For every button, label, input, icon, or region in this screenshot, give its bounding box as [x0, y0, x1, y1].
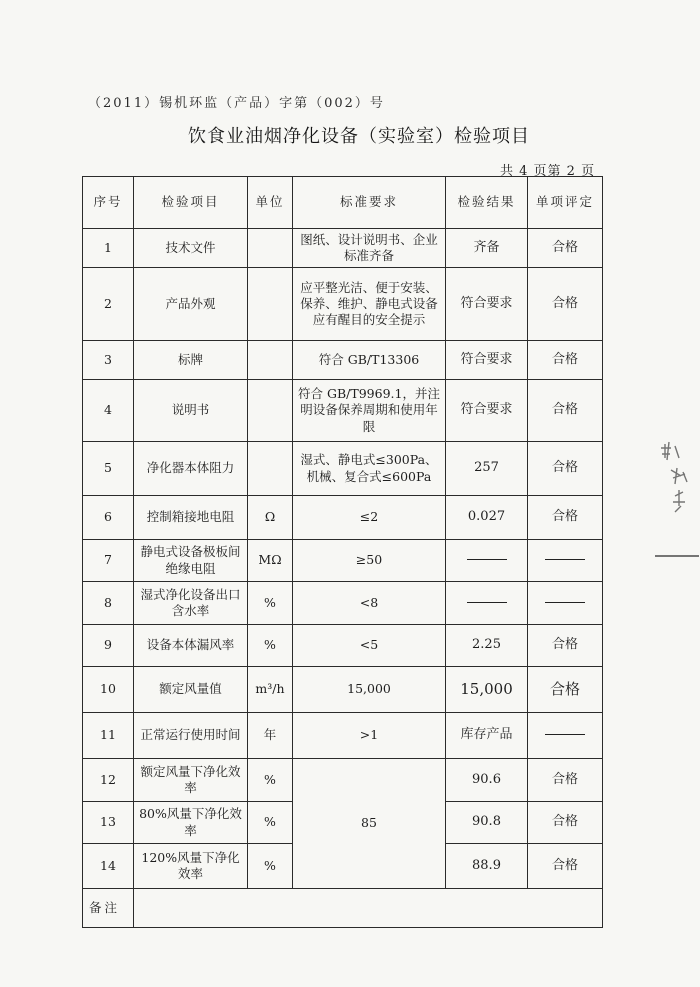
- table-row: [83, 582, 603, 625]
- requirement-cell: >1: [293, 713, 446, 759]
- document-title: 饮食业油烟净化设备（实验室）检验项目: [188, 126, 530, 147]
- requirement-cell: <5: [293, 625, 446, 667]
- inspection-item: 净化器本体阻力: [134, 442, 248, 496]
- inspection-item: 湿式净化设备出口含水率: [134, 582, 248, 625]
- unit-cell: 年: [248, 713, 293, 759]
- result-cell: 库存产品: [446, 713, 528, 759]
- inspection-item: 控制箱接地电阻: [134, 496, 248, 540]
- row-number: 12: [83, 759, 134, 802]
- result-cell: [446, 582, 528, 625]
- inspection-items-table: [82, 176, 603, 928]
- table-row: [83, 667, 603, 713]
- row-number: 11: [83, 713, 134, 759]
- requirement-cell-merged: 85: [293, 759, 446, 889]
- inspection-item: 额定风量值: [134, 667, 248, 713]
- verdict-cell: [528, 713, 603, 759]
- unit-cell: m³/h: [248, 667, 293, 713]
- remarks-row: [83, 889, 603, 928]
- verdict-cell: 合格: [528, 802, 603, 844]
- result-cell: 15,000: [446, 667, 528, 713]
- column-header-verdict: 单项评定: [528, 177, 603, 229]
- table-header-row: [83, 177, 603, 229]
- row-number: 14: [83, 844, 134, 889]
- result-cell: 90.6: [446, 759, 528, 802]
- requirement-cell: 湿式、静电式≤300Pa、机械、复合式≤600Pa: [293, 442, 446, 496]
- result-cell: 符合要求: [446, 341, 528, 380]
- empty-dash: [545, 602, 585, 603]
- empty-dash: [545, 559, 585, 560]
- table-row: [83, 759, 603, 802]
- requirement-cell: 应平整光洁、便于安装、保养、维护、静电式设备应有醒目的安全提示: [293, 268, 446, 341]
- table-row: [83, 229, 603, 268]
- unit-cell: Ω: [248, 496, 293, 540]
- unit-cell: %: [248, 625, 293, 667]
- row-number: 8: [83, 582, 134, 625]
- remarks-value: [134, 889, 603, 928]
- document-reference-number: （2011）锡机环监（产品）字第（002）号: [88, 96, 385, 111]
- table-row: [83, 713, 603, 759]
- result-cell: 2.25: [446, 625, 528, 667]
- table-row: [83, 341, 603, 380]
- verdict-cell: 合格: [528, 268, 603, 341]
- result-cell: 257: [446, 442, 528, 496]
- unit-cell: [248, 442, 293, 496]
- table-row: [83, 380, 603, 442]
- column-header-item: 检验项目: [134, 177, 248, 229]
- table-row: [83, 442, 603, 496]
- requirement-cell: 符合 GB/T9969.1，并注明设备保养周期和使用年限: [293, 380, 446, 442]
- inspection-item: 静电式设备极板间绝缘电阻: [134, 540, 248, 582]
- verdict-cell: 合格: [528, 667, 603, 713]
- inspection-item: 说明书: [134, 380, 248, 442]
- inspection-item: 设备本体漏风率: [134, 625, 248, 667]
- requirement-cell: ≥50: [293, 540, 446, 582]
- table-row: [83, 268, 603, 341]
- verdict-cell: 合格: [528, 625, 603, 667]
- verdict-cell: 合格: [528, 496, 603, 540]
- result-cell: [446, 540, 528, 582]
- unit-cell: [248, 229, 293, 268]
- empty-dash: [467, 602, 507, 603]
- row-number: 1: [83, 229, 134, 268]
- requirement-cell: 图纸、设计说明书、企业标准齐备: [293, 229, 446, 268]
- column-header-result: 检验结果: [446, 177, 528, 229]
- requirement-cell: ≤2: [293, 496, 446, 540]
- inspection-item: 正常运行使用时间: [134, 713, 248, 759]
- red-seal-fragment-icon: [653, 440, 700, 570]
- requirement-cell: <8: [293, 582, 446, 625]
- table-row: [83, 625, 603, 667]
- row-number: 13: [83, 802, 134, 844]
- inspection-item: 技术文件: [134, 229, 248, 268]
- column-header-unit: 单位: [248, 177, 293, 229]
- column-header-no: 序号: [83, 177, 134, 229]
- verdict-cell: 合格: [528, 380, 603, 442]
- unit-cell: [248, 341, 293, 380]
- unit-cell: MΩ: [248, 540, 293, 582]
- verdict-cell: 合格: [528, 341, 603, 380]
- result-cell: 0.027: [446, 496, 528, 540]
- verdict-cell: [528, 582, 603, 625]
- unit-cell: %: [248, 582, 293, 625]
- verdict-cell: 合格: [528, 442, 603, 496]
- unit-cell: %: [248, 844, 293, 889]
- unit-cell: %: [248, 759, 293, 802]
- inspection-item: 产品外观: [134, 268, 248, 341]
- column-header-requirement: 标准要求: [293, 177, 446, 229]
- verdict-cell: 合格: [528, 759, 603, 802]
- inspection-item: 120%风量下净化效率: [134, 844, 248, 889]
- verdict-cell: 合格: [528, 844, 603, 889]
- row-number: 7: [83, 540, 134, 582]
- row-number: 10: [83, 667, 134, 713]
- unit-cell: %: [248, 802, 293, 844]
- row-number: 2: [83, 268, 134, 341]
- table-row: [83, 496, 603, 540]
- requirement-cell: 符合 GB/T13306: [293, 341, 446, 380]
- result-cell: 齐备: [446, 229, 528, 268]
- remarks-label: 备注: [83, 889, 134, 928]
- empty-dash: [467, 559, 507, 560]
- requirement-cell: 15,000: [293, 667, 446, 713]
- row-number: 5: [83, 442, 134, 496]
- verdict-cell: 合格: [528, 229, 603, 268]
- empty-dash: [545, 734, 585, 735]
- row-number: 9: [83, 625, 134, 667]
- inspection-item: 80%风量下净化效率: [134, 802, 248, 844]
- page-counter: 共 4 页第 2 页: [500, 164, 596, 179]
- verdict-cell: [528, 540, 603, 582]
- row-number: 3: [83, 341, 134, 380]
- table-row: [83, 540, 603, 582]
- result-cell: 90.8: [446, 802, 528, 844]
- inspection-item: 额定风量下净化效率: [134, 759, 248, 802]
- result-cell: 符合要求: [446, 380, 528, 442]
- inspection-item: 标牌: [134, 341, 248, 380]
- unit-cell: [248, 268, 293, 341]
- unit-cell: [248, 380, 293, 442]
- row-number: 4: [83, 380, 134, 442]
- row-number: 6: [83, 496, 134, 540]
- result-cell: 符合要求: [446, 268, 528, 341]
- result-cell: 88.9: [446, 844, 528, 889]
